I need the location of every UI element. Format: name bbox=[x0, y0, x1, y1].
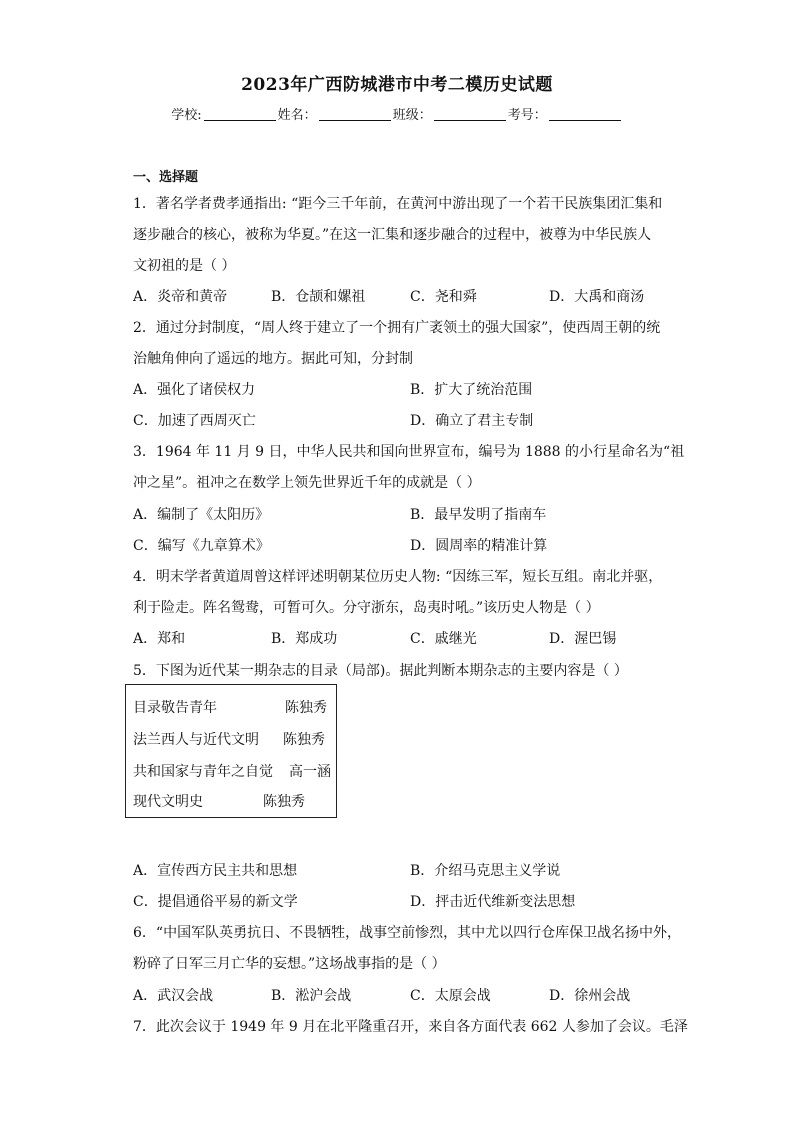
q1-line1: 1．著名学者费孝通指出: “距今三千年前，在黄河中游出现了一个若干民族集团汇集和 bbox=[133, 196, 663, 212]
toc-author-3: 高一涵 bbox=[289, 764, 331, 780]
q3-option-b: B．最早发明了指南车 bbox=[410, 507, 547, 523]
q4-line2: 利于险走。阵名鸳鸯，可暂可久。分守浙东，岛夷时吼。”该历史人物是（ ） bbox=[133, 600, 600, 616]
q7-line1: 7．此次会议于 1949 年 9 月在北平隆重召开，来自各方面代表 662 人参加了会议。毛泽 bbox=[133, 1019, 688, 1035]
q5-option-d: D．抨击近代维新变法思想 bbox=[410, 894, 576, 910]
q4-line1: 4．明末学者黄道周曾这样评述明朝某位历史人物: “因练三军，短长互组。南北并驱， bbox=[133, 569, 663, 585]
q3-option-a: A．编制了《太阳历》 bbox=[133, 507, 270, 523]
q1-option-b: B．仓颉和嫘祖 bbox=[271, 289, 366, 305]
q6-line2: 粉碎了日军三月亡华的妄想。”这场战事指的是（ ） bbox=[133, 956, 446, 972]
q4-option-d: D．渥巴锡 bbox=[549, 631, 617, 647]
q1-option-c: C．尧和舜 bbox=[410, 289, 477, 305]
section-title: 一、选择题 bbox=[133, 170, 199, 185]
class-blank bbox=[434, 108, 506, 121]
q3-line2: 冲之星”。祖冲之在数学上领先世界近千年的成就是（ ） bbox=[133, 475, 481, 491]
q1-option-d: D．大禹和商汤 bbox=[549, 289, 645, 305]
q2-option-b: B．扩大了统治范围 bbox=[410, 382, 533, 398]
school-blank bbox=[204, 108, 276, 121]
q2-option-a: A．强化了诸侯权力 bbox=[133, 382, 256, 398]
q6-option-d: D．徐州会战 bbox=[549, 988, 631, 1004]
magazine-toc-box bbox=[125, 684, 337, 818]
q6-option-c: C．太原会战 bbox=[410, 988, 491, 1004]
student-info-row bbox=[0, 104, 794, 123]
q3-option-d: D．圆周率的精准计算 bbox=[410, 538, 548, 554]
toc-title-2: 法兰西人与近代文明 bbox=[133, 732, 259, 748]
q1-line2: 逐步融合的核心，被称为华夏。”在这一汇集和逐步融合的过程中，被尊为中华民族人 bbox=[133, 227, 652, 243]
toc-title-4: 现代文明史 bbox=[133, 794, 203, 810]
q5-option-b: B．介绍马克思主义学说 bbox=[410, 863, 561, 879]
q5-option-c: C．提倡通俗平易的新文学 bbox=[133, 894, 298, 910]
q6-option-b: B．淞沪会战 bbox=[271, 988, 352, 1004]
toc-title-1: 目录敬告青年 bbox=[133, 700, 217, 716]
q2-line1: 2．通过分封制度，“周人终于建立了一个拥有广袤领土的强大国家”，使西周王朝的统 bbox=[133, 320, 661, 336]
name-blank bbox=[319, 108, 391, 121]
q2-line2: 治触角伸向了遥远的地方。据此可知，分封制 bbox=[133, 351, 413, 367]
q6-option-a: A．武汉会战 bbox=[133, 988, 214, 1004]
toc-author-2: 陈独秀 bbox=[283, 732, 325, 748]
q5-line1: 5．下图为近代某一期杂志的目录（局部)。据此判断本期杂志的主要内容是（ ） bbox=[133, 663, 628, 679]
q4-option-a: A．郑和 bbox=[133, 631, 186, 647]
q2-option-d: D．确立了君主专制 bbox=[410, 413, 534, 429]
class-label: 班级： bbox=[392, 108, 432, 123]
q6-line1: 6．“中国军队英勇抗日、不畏牺牲，战事空前惨烈，其中尤以四行仓库保卫战名扬中外， bbox=[133, 925, 682, 941]
q1-option-a: A．炎帝和黄帝 bbox=[133, 289, 228, 305]
exam-no-blank bbox=[549, 108, 621, 121]
page-title: 2023年广西防城港市中考二模历史试题 bbox=[241, 75, 553, 95]
q5-option-a: A．宣传西方民主共和思想 bbox=[133, 863, 298, 879]
q4-option-b: B．郑成功 bbox=[271, 631, 338, 647]
school-label: 学校: bbox=[171, 108, 202, 123]
q1-line3: 文初祖的是（ ） bbox=[133, 258, 236, 274]
q4-option-c: C．戚继光 bbox=[410, 631, 477, 647]
q2-option-c: C．加速了西周灭亡 bbox=[133, 413, 256, 429]
toc-author-1: 陈独秀 bbox=[285, 700, 327, 716]
q3-line1: 3．1964 年 11 月 9 日，中华人民共和国向世界宣布，编号为 1888 的小行星命名为“祖 bbox=[133, 444, 685, 460]
toc-author-4: 陈独秀 bbox=[263, 794, 305, 810]
name-label: 姓名： bbox=[277, 108, 317, 123]
toc-title-3: 共和国家与青年之自觉 bbox=[133, 764, 273, 780]
exam-no-label: 考号： bbox=[507, 108, 547, 123]
q3-option-c: C．编写《九章算术》 bbox=[133, 538, 270, 554]
